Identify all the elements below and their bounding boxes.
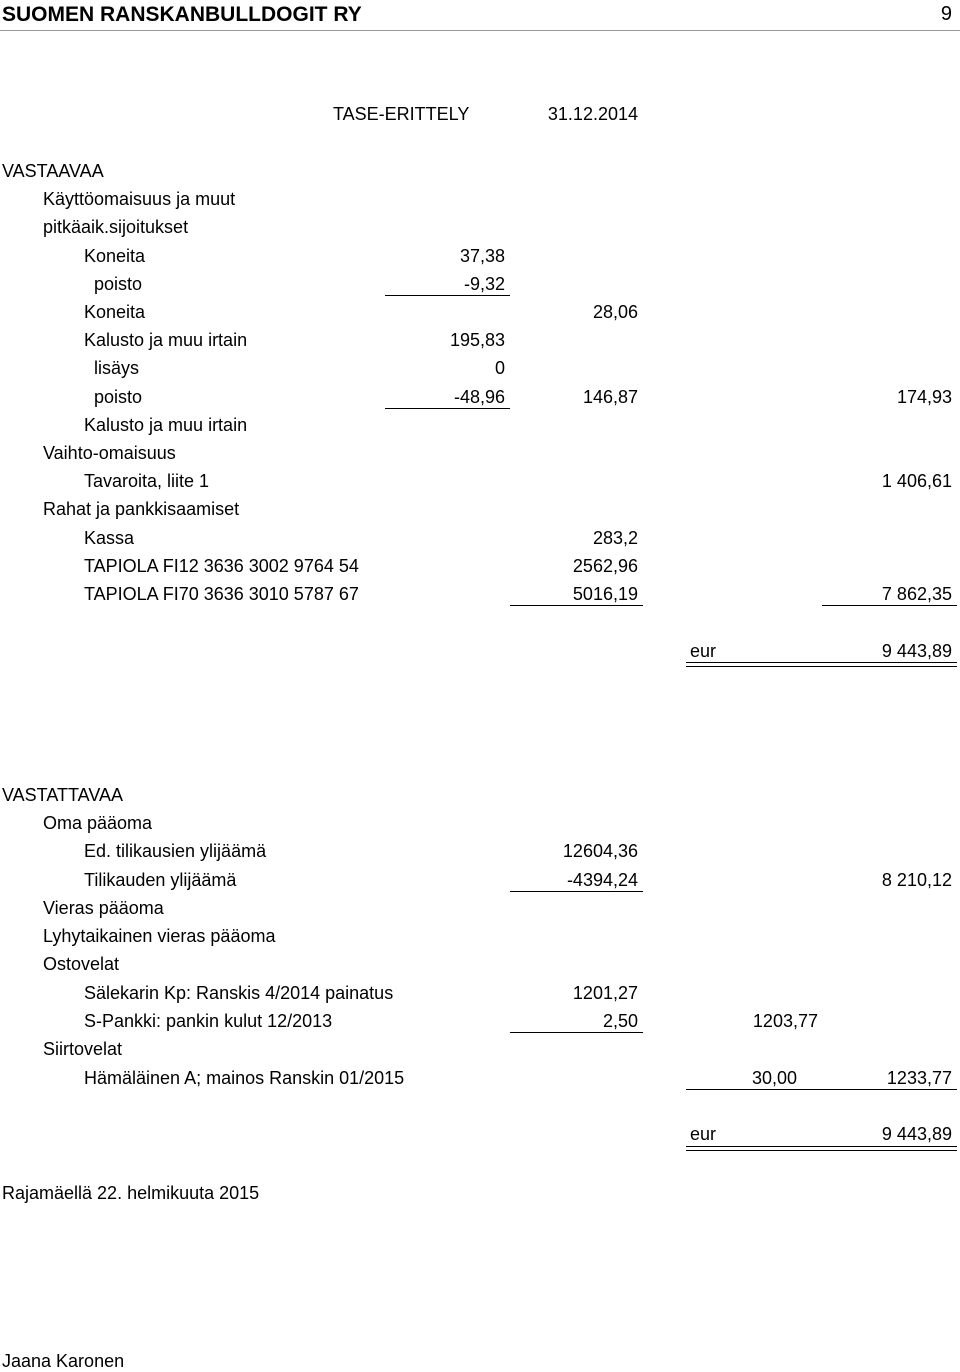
underline [822, 605, 957, 606]
accrual-label: Hämäläinen A; mainos Ranskin 01/2015 [84, 1068, 405, 1088]
cash-label: Kassa [84, 528, 135, 548]
machines-net-value: 28,06 [592, 302, 638, 322]
double-underline [686, 662, 957, 667]
payables-heading: Ostovelat [43, 954, 120, 974]
page-number: 9 [940, 3, 952, 25]
underline [510, 605, 643, 606]
addition-label: lisäys [94, 358, 140, 378]
fixed-assets-label: Käyttöomaisuus ja muut [43, 189, 236, 209]
accruals-heading: Siirtovelat [43, 1039, 123, 1059]
equipment-label: Kalusto ja muu irtain [84, 415, 248, 435]
inventory-heading: Vaihto-omaisuus [43, 443, 176, 463]
signer-name: Jaana Karonen [2, 1351, 125, 1371]
payables-subtotal: 1203,77 [752, 1011, 818, 1031]
debt-total: 1233,77 [886, 1068, 952, 1088]
accrual-value: 30,00 [751, 1068, 797, 1088]
goods-total: 1 406,61 [881, 471, 952, 491]
currency-label: eur [690, 1124, 717, 1144]
underline [686, 1089, 957, 1090]
machines-net-label: Koneita [84, 302, 146, 322]
depreciation-label: poisto [94, 387, 143, 407]
bank-account-value: 5016,19 [572, 584, 638, 604]
underline [385, 295, 510, 296]
cash-value: 283,2 [592, 528, 638, 548]
double-underline [686, 1146, 957, 1151]
bank-account-value: 2562,96 [572, 556, 638, 576]
equipment-value: 195,83 [449, 330, 505, 350]
liabilities-sum: 9 443,89 [881, 1124, 952, 1144]
assets-sum: 9 443,89 [881, 641, 952, 661]
equity-total: 8 210,12 [881, 870, 952, 890]
organization-name: SUOMEN RANSKANBULLDOGIT RY [2, 3, 362, 26]
depreciation-value: -48,96 [453, 387, 505, 407]
equity-heading: Oma pääoma [43, 813, 153, 833]
cash-total: 7 862,35 [881, 584, 952, 604]
prior-surplus-value: 12604,36 [562, 841, 638, 861]
currency-label: eur [690, 641, 717, 661]
payable-label: S-Pankki: pankin kulut 12/2013 [84, 1011, 333, 1031]
fixed-assets-label-cont: pitkäaik.sijoitukset [43, 217, 189, 237]
depreciation-label: poisto [94, 274, 143, 294]
payable-value: 1201,27 [572, 983, 638, 1003]
underline [510, 1032, 643, 1033]
document-date: 31.12.2014 [547, 104, 638, 124]
addition-value: 0 [494, 358, 505, 378]
bank-account-label: TAPIOLA FI12 3636 3002 9764 54 [84, 556, 359, 576]
prior-surplus-label: Ed. tilikausien ylijäämä [84, 841, 267, 861]
document-title: TASE-ERITTELY [333, 104, 470, 124]
place-date: Rajamäellä 22. helmikuuta 2015 [2, 1183, 260, 1203]
fixed-assets-total: 174,93 [896, 387, 952, 407]
depreciation-value: -9,32 [463, 274, 505, 294]
assets-heading: VASTAAVAA [2, 161, 104, 181]
payable-label: Sälekarin Kp: Ranskis 4/2014 painatus [84, 983, 394, 1003]
machines-label: Koneita [84, 246, 146, 266]
liabilities-heading: VASTATTAVAA [2, 785, 124, 805]
short-term-debt-heading: Lyhytaikainen vieras pääoma [43, 926, 276, 946]
period-surplus-label: Tilikauden ylijäämä [84, 870, 237, 890]
bank-account-label: TAPIOLA FI70 3636 3010 5787 67 [84, 584, 359, 604]
equipment-net-value: 146,87 [582, 387, 638, 407]
underline [510, 891, 643, 892]
cash-heading: Rahat ja pankkisaamiset [43, 499, 240, 519]
equipment-label: Kalusto ja muu irtain [84, 330, 248, 350]
machines-value: 37,38 [459, 246, 505, 266]
underline [385, 408, 510, 409]
period-surplus-value: -4394,24 [566, 870, 638, 890]
debt-heading: Vieras pääoma [43, 898, 164, 918]
goods-label: Tavaroita, liite 1 [84, 471, 210, 491]
payable-value: 2,50 [602, 1011, 638, 1031]
